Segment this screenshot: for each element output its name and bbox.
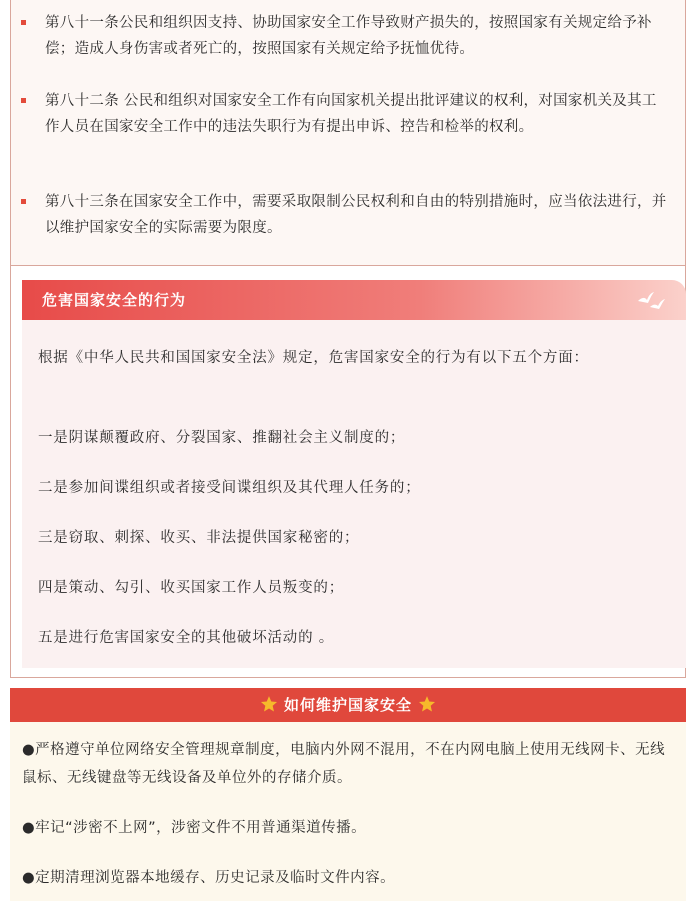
article-82: [21, 88, 671, 140]
list-item: 三是窃取、刺探、收买、非法提供国家秘密的；: [38, 530, 360, 546]
flying-doves-icon: [636, 289, 666, 311]
article-83: [21, 189, 671, 241]
square-bullet-icon: [21, 199, 26, 204]
acts-section-title: 危害国家安全的行为: [42, 291, 187, 309]
list-item: ●定期清理浏览器本地缓存、历史记录及临时文件内容。: [22, 870, 396, 886]
list-item: 二是参加间谍组织或者接受间谍组织及其代理人任务的；: [38, 480, 421, 496]
square-bullet-icon: [21, 98, 26, 103]
list-item: 五是进行危害国家安全的其他破坏活动的 。: [38, 630, 335, 646]
article-text: 第八十二条 公民和组织对国家安全工作有向国家机关提出批评建议的权利，对国家机关及其工作人员在国家安全工作中的违法失职行为有提出申诉、控告和检举的权利。: [45, 93, 657, 135]
protect-section-header: [10, 688, 686, 722]
star-icon: [260, 695, 278, 713]
acts-intro: 根据《中华人民共和国国家安全法》规定，危害国家安全的行为有以下五个方面：: [38, 350, 589, 366]
protect-section-title: 如何维护国家安全: [283, 696, 412, 714]
square-bullet-icon: [21, 20, 26, 25]
list-item: 四是策动、勾引、收买国家工作人员叛变的；: [38, 580, 344, 596]
acts-section-header: [22, 280, 686, 320]
list-item: ●严格遵守单位网络安全管理规章制度，电脑内外网不混用，不在内网电脑上使用无线网卡、无线鼠标、无线键盘等无线设备及单位外的存储介质。: [22, 742, 666, 786]
article-81: [21, 10, 671, 62]
star-icon: [418, 695, 436, 713]
protect-section-body: [10, 722, 686, 901]
acts-section-body: [22, 320, 686, 668]
list-item: ●牢记“涉密不上网”，涉密文件不用普通渠道传播。: [22, 820, 367, 836]
article-text: 第八十三条在国家安全工作中，需要采取限制公民权利和自由的特别措施时，应当依法进行，并以维护国家安全的实际需要为限度。: [45, 194, 667, 236]
articles-box: [10, 0, 686, 266]
article-text: 第八十一条公民和组织因支持、协助国家安全工作导致财产损失的，按照国家有关规定给予补偿；造成人身伤害或者死亡的，按照国家有关规定给予抚恤优待。: [45, 15, 652, 57]
list-item: 一是阴谋颠覆政府、分裂国家、推翻社会主义制度的；: [38, 430, 406, 446]
